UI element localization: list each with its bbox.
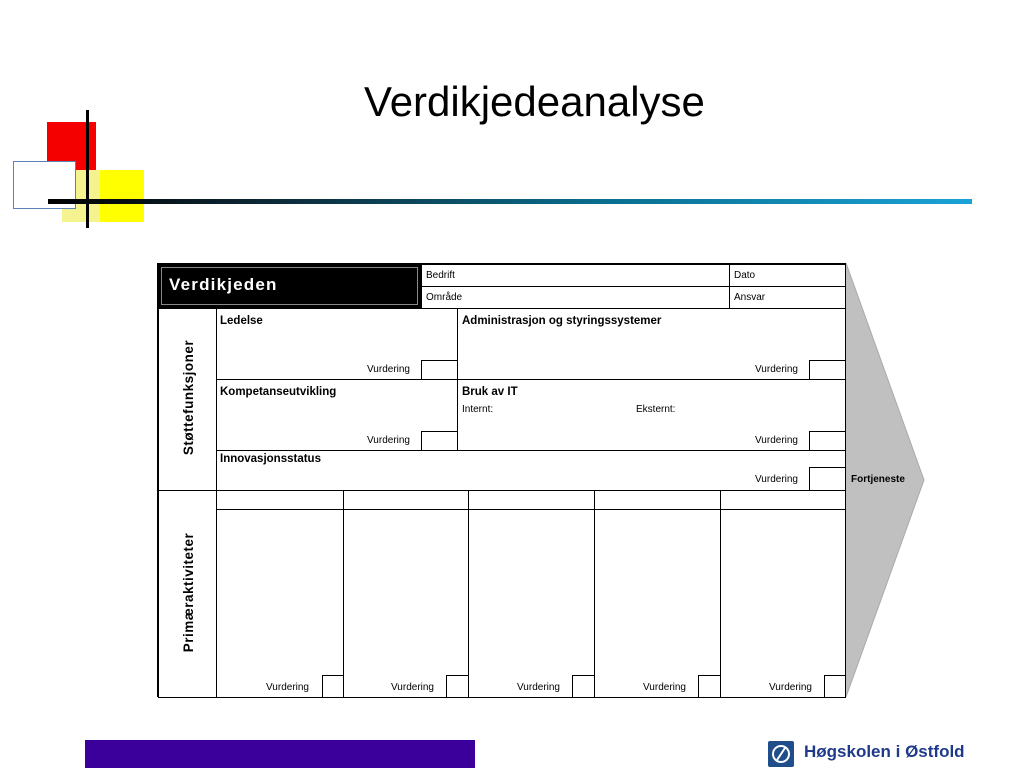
competence-label: Kompetanseutvikling — [220, 386, 337, 398]
rating-box[interactable] — [322, 675, 344, 698]
rating-label: Vurdering — [755, 364, 798, 375]
rating-box[interactable] — [809, 360, 846, 380]
rating-box[interactable] — [698, 675, 721, 698]
footer-bar — [85, 740, 475, 768]
rating-label: Vurdering — [367, 435, 410, 446]
institution-name: Høgskolen i Østfold — [804, 742, 965, 761]
area-field[interactable] — [421, 286, 730, 309]
rating-box[interactable] — [421, 431, 458, 451]
company-label: Bedrift — [426, 270, 455, 281]
rating-label: Vurdering — [769, 682, 812, 693]
rating-label: Vurdering — [391, 682, 434, 693]
rating-box[interactable] — [446, 675, 469, 698]
decor-vertical-line — [86, 110, 89, 228]
rating-box[interactable] — [809, 467, 846, 491]
rating-label: Vurdering — [643, 682, 686, 693]
admin-cell[interactable] — [457, 308, 846, 380]
responsible-field[interactable] — [729, 286, 846, 309]
primary-activity-cell[interactable] — [468, 509, 595, 698]
internal-label: Internt: — [462, 404, 494, 415]
decor-horizontal-rule — [48, 199, 972, 204]
form-header-title: Verdikjeden — [169, 275, 278, 294]
rating-label: Vurdering — [517, 682, 560, 693]
support-label: Støttefunksjoner — [181, 339, 196, 456]
primary-label-column — [158, 490, 217, 698]
responsible-label: Ansvar — [734, 292, 766, 303]
admin-label: Administrasjon og styringssystemer — [462, 315, 662, 327]
primary-header-cell[interactable] — [216, 490, 344, 510]
external-label: Eksternt: — [636, 404, 676, 415]
primary-activity-cell[interactable] — [216, 509, 344, 698]
rating-box[interactable] — [572, 675, 595, 698]
profit-label: Fortjeneste — [851, 474, 905, 485]
innovation-label: Innovasjonsstatus — [220, 453, 321, 465]
area-label: Område — [426, 292, 463, 303]
primary-activity-cell[interactable] — [594, 509, 721, 698]
slide-title: Verdikjedeanalyse — [364, 78, 705, 125]
it-use-label: Bruk av IT — [462, 386, 518, 398]
date-field[interactable] — [729, 264, 846, 287]
primary-header-cell[interactable] — [594, 490, 721, 510]
competence-cell[interactable] — [216, 379, 458, 451]
company-field[interactable] — [421, 264, 730, 287]
it-use-cell[interactable] — [457, 379, 846, 451]
form-header — [158, 264, 421, 308]
innovation-cell[interactable] — [216, 450, 846, 491]
rating-label: Vurdering — [367, 364, 410, 375]
support-label-column — [158, 308, 217, 491]
rating-label: Vurdering — [266, 682, 309, 693]
date-label: Dato — [734, 270, 756, 281]
rating-box[interactable] — [421, 360, 458, 380]
primary-header-cell[interactable] — [343, 490, 469, 510]
management-label: Ledelse — [220, 315, 263, 327]
primary-header-cell[interactable] — [468, 490, 595, 510]
management-cell[interactable] — [216, 308, 458, 380]
rating-box[interactable] — [809, 431, 846, 451]
rating-label: Vurdering — [755, 435, 798, 446]
value-chain-form — [157, 263, 846, 697]
primary-activity-cell[interactable] — [343, 509, 469, 698]
primary-label: Primæraktiviteter — [181, 532, 196, 653]
rating-label: Vurdering — [755, 474, 798, 485]
primary-activity-cell[interactable] — [720, 509, 846, 698]
rating-box[interactable] — [824, 675, 846, 698]
decor-yellow-square — [100, 170, 144, 222]
institution-logo-icon — [768, 741, 794, 767]
primary-header-cell[interactable] — [720, 490, 846, 510]
